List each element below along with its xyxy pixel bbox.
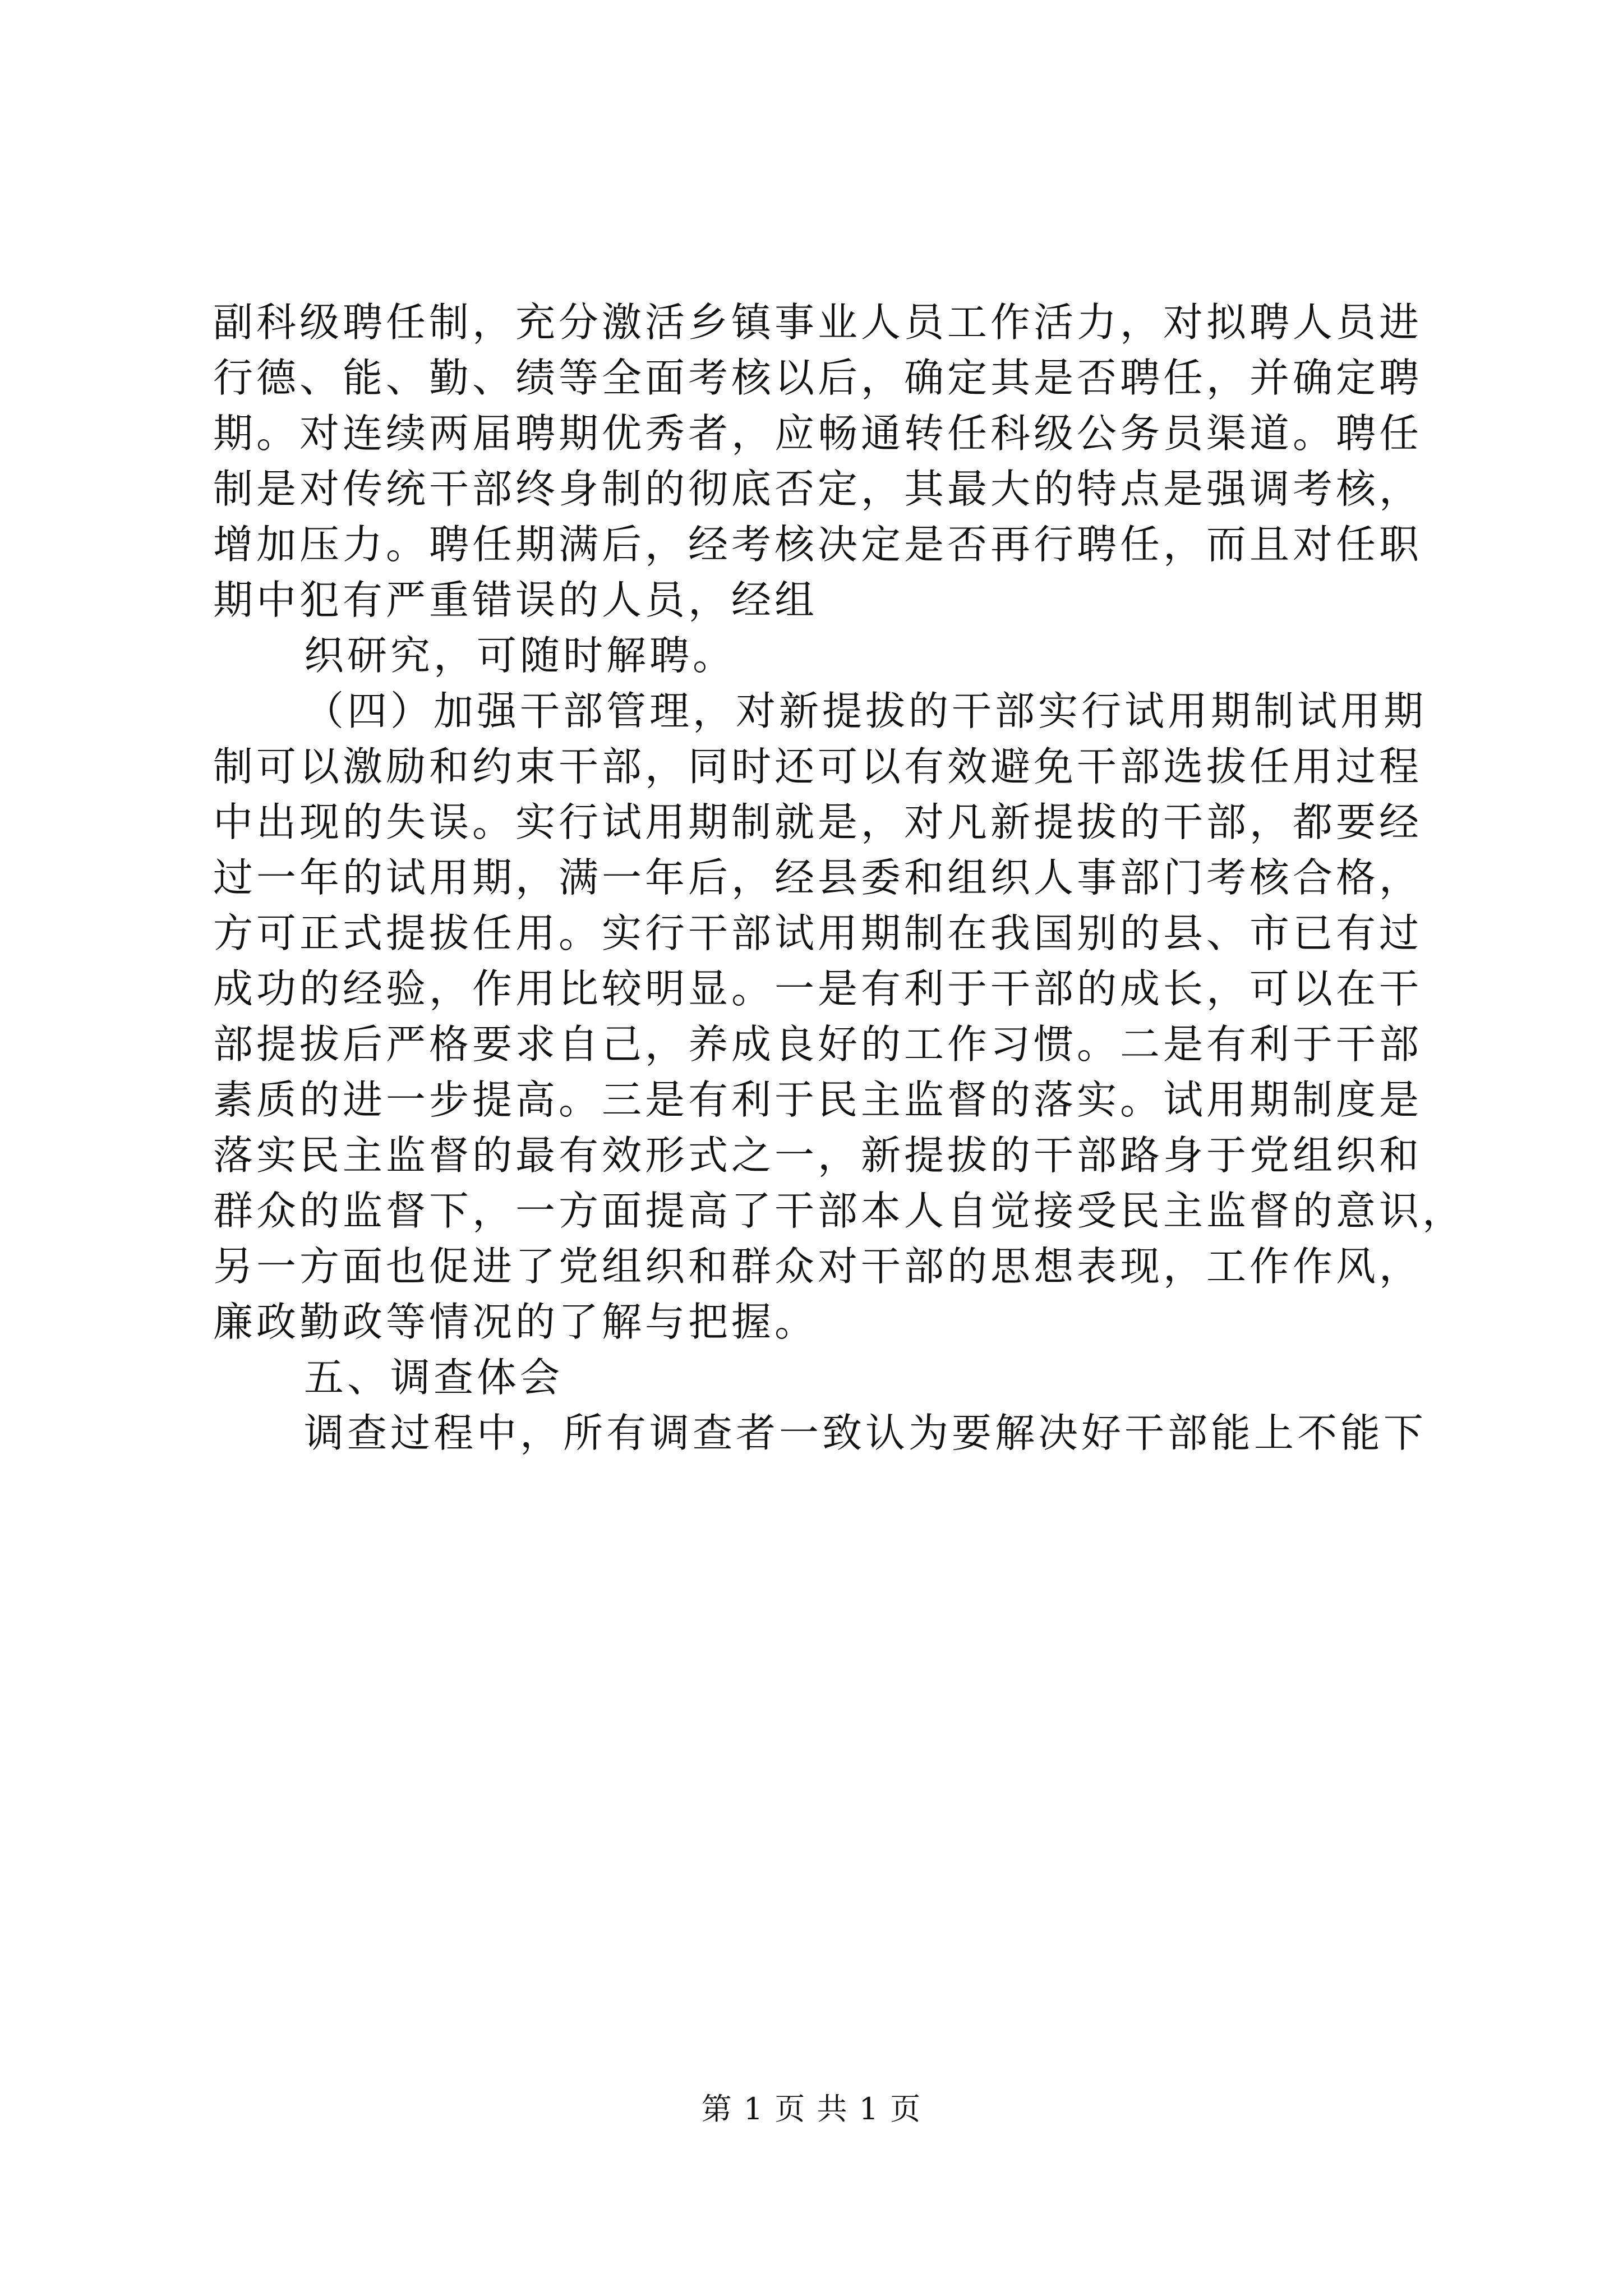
text-line: 成功的经验，作用比较明显。一是有利于干部的成长，可以在干 — [213, 965, 1423, 1012]
text-line: 素质的进一步提高。三是有利于民主监督的落实。试用期制度是 — [213, 1076, 1423, 1123]
section-heading: 五、调查体会 — [304, 1354, 564, 1401]
text-line: 副科级聘任制，充分激活乡镇事业人员工作活力，对拟聘人员进 — [213, 299, 1423, 346]
text-line: 方可正式提拔任用。实行干部试用期制在我国别的县、市已有过 — [213, 910, 1423, 956]
text-line: 中出现的失误。实行试用期制就是，对凡新提拔的干部，都要经 — [213, 799, 1423, 845]
text-line: 织研究，可随时解聘。 — [304, 632, 736, 679]
text-line: 制可以激励和约束干部，同时还可以有效避免干部选拔任用过程 — [213, 743, 1423, 790]
text-line: 调查过程中，所有调查者一致认为要解决好干部能上不能下 — [304, 1410, 1427, 1456]
text-line: 落实民主监督的最有效形式之一，新提拔的干部路身于党组织和 — [213, 1132, 1423, 1179]
text-line: 期。对连续两届聘期优秀者，应畅通转任科级公务员渠道。聘任 — [213, 410, 1423, 457]
text-line: 期中犯有严重错误的人员，经组 — [213, 577, 818, 623]
section-heading-line: （四）加强干部管理，对新提拔的干部实行试用期制试用期 — [304, 688, 1427, 734]
text-line: 行德、能、勤、绩等全面考核以后，确定其是否聘任，并确定聘 — [213, 355, 1423, 401]
page-footer: 第 1 页 共 1 页 — [701, 2091, 922, 2127]
text-line: 部提拔后严格要求自己，养成良好的工作习惯。二是有利于干部 — [213, 1021, 1423, 1068]
text-line: 群众的监督下，一方面提高了干部本人自觉接受民主监督的意识， — [213, 1188, 1466, 1234]
text-line: 廉政勤政等情况的了解与把握。 — [213, 1299, 818, 1345]
text-line: 制是对传统干部终身制的彻底否定，其最大的特点是强调考核， — [213, 466, 1423, 512]
text-line: 另一方面也促进了党组织和群众对干部的思想表现，工作作风， — [213, 1243, 1423, 1290]
text-line: 过一年的试用期，满一年后，经县委和组织人事部门考核合格， — [213, 854, 1423, 901]
text-line: 增加压力。聘任期满后，经考核决定是否再行聘任，而且对任职 — [213, 521, 1423, 568]
